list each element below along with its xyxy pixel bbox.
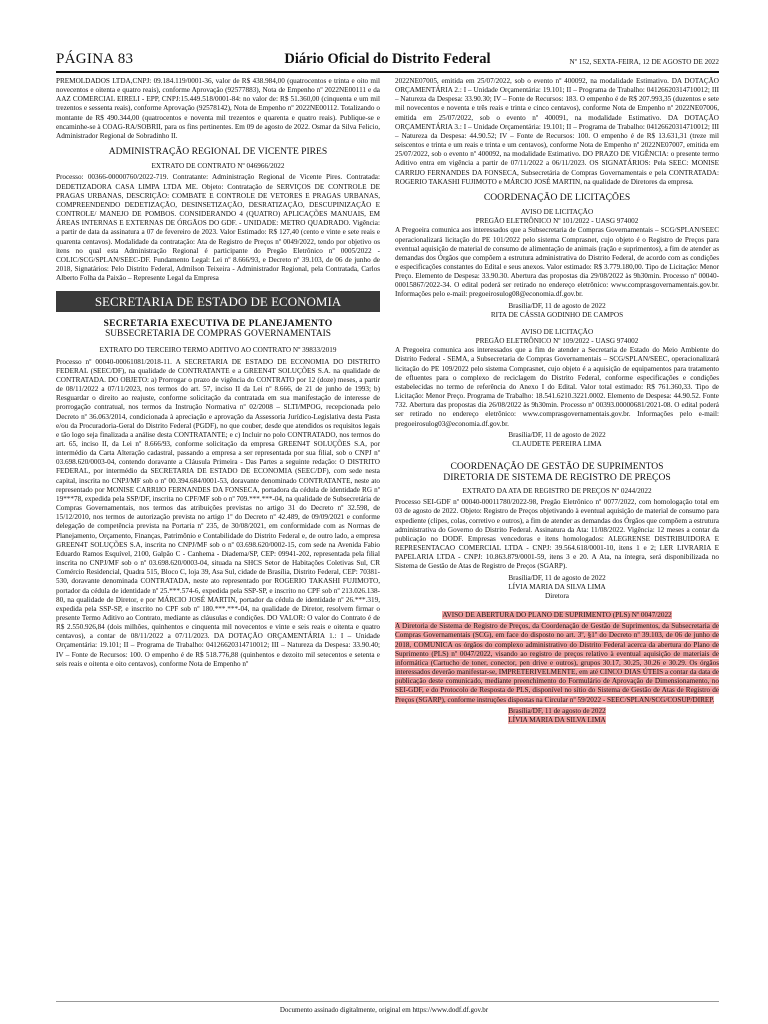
page-header xyxy=(56,0,719,73)
page-number: PÁGINA 83 xyxy=(56,51,134,67)
secretaria-executiva-heading: SECRETARIA EXECUTIVA DE PLANEJAMENTO xyxy=(103,318,333,330)
right-column xyxy=(395,77,719,725)
aviso-licitacao-1-subtitle: PREGÃO ELETRÔNICO Nº 101/2022 - UASG 974002 xyxy=(475,217,639,226)
aviso-licitacao-1-signatory: RITA DE CÁSSIA GODINHO DE CAMPOS xyxy=(490,310,624,319)
termo-aditivo-body: Processo nº 00040-00061081/2018-11. A SECRETARIA DE ESTADO DE ECONOMIA DO DISTRITO FEDERAL (SEEC/DF), na qualidade de CONTRATANTE e a GREEN4T SOLUÇÕES S.A. na qualidade de CONTRATADA. DO OBJETO: a) Prorrogar o prazo de vigência do CONTRATO por 12 (doze) meses, a partir de 08/11/2022 a 07/11/2023, nos termos do art. 57, inciso II da Lei nº 8.666, de 21 de junho de 1993; b) Resguardar o direito ao reajuste, conforme solicitação da contratada em sua manifestação de interesse de prorrogação contratual, nos termos da Instrução Normativa nº 02/2008 – SLTI/MPOG, recepcionada pelo Decreto nº 36.063/2014, condicionada à apreciação e aprovação da Assessoria Jurídico-Legislativa desta Pasta e/ou da Procuradoria-Geral do Distrito Federal (PGDF), no que couber, desde que atendidos os requisitos legais e tão logo seja finalizada a análise desta CONTRATANTE; e c) Incluir no polo CONTRATADO, nos termos do art. 65, inciso II, da Lei nº 8.666/93, conforme solicitação da empresa GREEN4T SOLUÇÕES S.A, por intermédio da Carta Alteração cadastral, passando a empresa a ser representada por sua filial, sob o CNPJ nº 03.698.620/0003-04, contendo doravante a Cláusula Primeira - Das Partes a seguinte redação: O DISTRITO FEDERAL, por intermédio da SECRETARIA DE ESTADO DE ECONOMIA (SEEC/DF), com sede nesta capital, inscrita no CNPJ/MF sob o nº 00.394.684/0001-53, doravante denominado CONTRATANTE, neste ato representado por MONISE CARRIJO FERNANDES DA FONSECA, portadora da cédula de identidade RG nº 19***78, expedida pela SSP/DF, inscrita no CPF/MF sob o nº 709.***.***-04, na qualidade de Subsecretária de Compras Governamentais, nos termos das atribuições previstas no artigo 31 do Decreto nº 32.598, de 15/12/2010, nos termos de autorização prevista no artigo 1º do Decreto nº 42.489, de 09/09/2021 e conforme delegação de competência prevista na Portaria nº 235, de 30/08/2021, em conformidade com as Normas de Planejamento, Orçamento, Finanças, Patrimônio e Contabilidade do Distrito Federal e, de outro lado, a empresa GREEN4T SOLUÇÕES S.A, inscrita no CNPJ/MF sob o nº 03.698.620/0002-15, com sede na Avenida Fabio Eduardo Ramos Esquível, 2100, Galpão C - Canhema - Diadema/SP, CEP: 09941-202, representada pela filial inscrita no CNPJ/MF sob o nº 03.698.620/0003-04, situada na SHCS Setor de Habitações Coletivas Sul, CR Comércio Residencial, Quadra 515, Bloco C, loja 39, Asa Sul, cidade de Brasília, Distrito Federal, CEP: 70381-530, doravante denominada CONTRATADA, neste ato representado por ROGERIO TAKASHI FUJIMOTO, portador da cédula de identidade nº 25.***.574-6, expedida pela SSP-SP, e inscrito no CPF sob nº 213.026.138-80, na qualidade de Diretor, e por MÁRCIO JOSÉ MARTIN, portador da cédula de identidade nº 26.***.319, expedida pela SSP-SP, e inscrito no CPF sob nº 180.***.***-04, na qualidade de Diretor, resolvem firmar o presente Termo Aditivo ao Contrato, mediante as cláusulas e condições. DO VALOR: O valor do Contrato é de R$ 2.550.926,84 (dois milhões, quinhentos e cinquenta mil novecentos e vinte e seis reais e oitenta e quatro centavos), a contar de 08/11/2022 a 07/11/2023. DA DOTAÇÃO ORÇAMENTÁRIA 1.: I – Unidade Orçamentária: 19.101; II – Programa de Trabalho: 04126620314710012; III – Natureza da Despesa: 33.90.40; IV – Fonte de Recursos: 100. O empenho é de R$ 518.776,88 (quinhentos e dezoito mil setecentos e setenta e seis reais e oitenta e oito centavos), conforme Nota de Empenho nº xyxy=(56,357,380,668)
page-footer: Documento assinado digitalmente, original em https://www.dodf.df.gov.br xyxy=(279,1006,489,1014)
aviso-licitacao-2-date: Brasília/DF, 11 de agosto de 2022 xyxy=(508,430,606,439)
coordenacao-suprimentos-line2: DIRETORIA DE SISTEMA DE REGISTRO DE PREÇOS xyxy=(443,472,671,484)
secretaria-banner: SECRETARIA DE ESTADO DE ECONOMIA xyxy=(56,291,380,312)
aviso-licitacao-2-signatory: CLAUDETE PEREIRA LIMA xyxy=(512,439,602,448)
aviso-licitacao-1-date: Brasília/DF, 11 de agosto de 2022 xyxy=(508,301,606,310)
pls-notice-title: AVISO DE ABERTURA DO PLANO DE SUPRIMENTO (PLS) Nº 0047/2022 xyxy=(442,611,672,620)
pls-notice-date-wrap xyxy=(395,707,719,716)
coordenacao-licitacoes-heading: COORDENAÇÃO DE LICITAÇÕES xyxy=(483,191,631,203)
footer-divider xyxy=(56,1001,719,1002)
ata-registro-body: Processo SEI-GDF nº 00040-00011780/2022-98, Pregão Eletrônico nº 0077/2022, com homologação total em 03 de agosto de 2022. Objeto: Registro de Preços objetivando à eventual aquisição de material de consumo para expediente (clipes, colas, corretivo e outros), a fim de atender as demandas dos Órgãos que compõem a estrutura administrativa do Governo do Distrito Federal. Assinatura da Ata: 11/08/2022. Vigência: 12 meses a contar da publicação no DODF. Empresas vencedoras e itens homologados: ALEGRENSE DISTRIBUIDORA E REPRESENTACAO COMERCIAL LTDA - CNPJ: 39.564.618/0001-10, itens 1 e 2; LER LIVRARIA E PAPELARIA LTDA - CNPJ: 10.863.879/0001-59, itens 3 e 20. A Ata, na íntegra, será disponibilizada no Sistema de Gestão de Atas de Registro de Preços (SGARP). xyxy=(395,498,719,571)
ata-registro-title: EXTRATO DA ATA DE REGISTRO DE PREÇOS Nº 0244/2022 xyxy=(462,487,652,496)
content-columns xyxy=(56,77,719,725)
pls-notice-signatory-wrap xyxy=(395,716,719,725)
termo-aditivo-title: EXTRATO DO TERCEIRO TERMO ADITIVO AO CONTRATO Nº 39833/2019 xyxy=(99,346,337,355)
left-column xyxy=(56,77,380,725)
pls-notice-date: Brasília/DF, 11 de agosto de 2022 xyxy=(508,706,606,715)
aviso-licitacao-2-body: A Pregoeira comunica aos interessados que a fim de atender a Secretaria de Estado do Meio Ambiente do Distrito Federal - SEMA, a Subsecretaria de Compras Governamentais – SCG/SPLAN/SEEC, operacionalizará licitação do PE 109/2022 pelo sistema Comprasnet, cujo objeto é a aquisição de equipamentos para tratamento de efluentes para o complexo de reciclagem do Distrito Federal, conforme especificações e condições estabelecidas no termo de referência do Anexo I do Edital. Valor total estimado: R$ 761.360,33. Tipo de Licitação: Menor Preço. Programa de Trabalho: 18.541.6210.3221.0002. Elemento de Despesa: 44.90.52. Fonte 732. Abertura das propostas dia 26/08/2022 às 9h30min. Processo nº 00393.00000681/2021-08. O edital poderá ser retirado no endereço eletrônico: www.comprasgovernamentais.gov.br. Informações pelo e-mail: pregoeirosulog03@economia.df.gov.br. xyxy=(395,346,719,428)
pls-notice-title-wrap xyxy=(395,611,719,620)
publication-title: Diário Oficial do Distrito Federal xyxy=(284,51,491,67)
pls-notice-body: A Diretoria de Sistema de Registro de Preços, da Coordenação de Gestão de Suprimentos, da Subsecretaria de Compras Governamentais (SCG), em face do disposto no art. 3º, §1º do Decreto nº 39.103, de 06 de junho de 2018, COMUNICA os órgãos do complexo administrativo do Distrito Federal acerca da abertura do Plano de Suprimento (PLS) nº 0047/2022, visando ao registro de preços relativo à eventual aquisição de materiais de informática (Cartucho de toner, conector, pen drive e outros), grupos 30.17, 30.25, 30.26 e 30.29. Os órgãos interessados deverão manifestar-se, IMPRETERIVELMENTE, em até CINCO DIAS ÚTEIS a contar da data de publicação deste comunicado, mediante preenchimento do Formulário de Aprovação de Dimensionamento, no SEI-GDF, e do Protocolo de Resposta de PLS, disponível no sítio do Sistema de Gestão de Atas de Registro de Preços (SGARP), conforme instruções dispostas na Circular nº 59/2022 - SEEC/SPLAN/SCG/COSUP/DIREP. xyxy=(395,622,719,704)
pls-notice-body-wrap xyxy=(395,622,719,704)
subsecretaria-heading: SUBSECRETARIA DE COMPRAS GOVERNAMENTAIS xyxy=(105,329,331,340)
coordenacao-suprimentos-line1: COORDENAÇÃO DE GESTÃO DE SUPRIMENTOS xyxy=(450,461,664,473)
extrato-contrato-title: EXTRATO DE CONTRATO Nº 046966/2022 xyxy=(151,162,285,171)
aviso-licitacao-1-title: AVISO DE LICITAÇÃO xyxy=(520,208,594,217)
coordenacao-suprimentos-heading xyxy=(395,461,719,483)
issue-date: Nº 152, SEXTA-FEIRA, 12 DE AGOSTO DE 2022 xyxy=(569,58,719,66)
aviso-licitacao-2-title: AVISO DE LICITAÇÃO xyxy=(520,328,594,336)
pls-notice-signatory: LÍVIA MARIA DA SILVA LIMA xyxy=(508,715,606,724)
aviso-licitacao-2-subtitle: PREGÃO ELETRÔNICO Nº 109/2022 - UASG 974002 xyxy=(475,337,639,346)
extrato-contrato-body: Processo: 00366-00000760/2022-719. Contratante: Administração Regional de Vicente Pires. Contratada: DEDETIZADORA CASA LIMPA LTDA ME. Objeto: Contratação de SERVIÇOS DE CONTROLE DE PRAGAS URBANAS, DESCRIÇÃO: COMBATE E CONTROLE DE VETORES E PRAGAS URBANAS, COMPREENDENDO DEDETIZAÇÃO, DESINSETIZAÇÃO, DESRATIZAÇÃO, DESCUPINIZAÇÃO E CONTROLE/ MANEJO DE POMBOS. CONSIDERANDO 4 (QUATRO) APLICAÇÕES MANUAIS, EM ÁREAS INTERNAS E EXTERNAS DE ÓRGÃOS DO GDF. - UNIDADE: METRO QUADRADO. Vigência: a partir de data da assinatura a 07 de fevereiro de 2023. Valor Estimado: R$ 127,40 (cento e vinte e sete reais e quarenta centavos). Modalidade da contratação: Ata de Registro de Preços nº 0049/2022, tendo por objetivo os itens no qual esta Administração Regional é participante do Pregão Eletrônico nº 0005/2022 - COLIC/SCG/SPLAN/SEEC-DF. Fundamento Legal: Lei nº 8.666/93, e Decreto nº 39.103, de 06 de junho de 2018, Signatários: Pelo Distrito Federal, Admilson Teixeira - Administrador Regional, pela Contratada, Carlos Alberto Folha da Paixão – Represente Legal da Empresa xyxy=(56,173,380,283)
section-heading-vicente-pires: ADMINISTRAÇÃO REGIONAL DE VICENTE PIRES xyxy=(108,146,328,158)
intro-paragraph: PREMOLDADOS LTDA,CNPJ: 09.184.119/0001-36, valor de R$ 438.984,00 (quatrocentos e trinta e oito mil novecentos e oitenta e quatro reais), conforme Aprovação (92577883), Nota de Empenho nº 2022NE00111 e da AAZ COMERCIAL EIRELI - EPP, CNPJ:15.449.518/0001-84: no valor de: R$ 51.360,00 (cinquenta e um mil trezentos e sessenta reais), conforme Aprovação (92578142), Nota de Empenho nº 2022NE00112. Totalizando o montante de R$ 490.344,00 (quatrocentos e noventa mil trezentos e quarenta e quatro reais). Publique-se e encaminhe-se à COAG-RA/SOBRII, para os fins pertinentes. Em 09 de agosto de 2022. Osmar da Silva Felicio, Administrador Regional de Sobradinho II. xyxy=(56,77,380,140)
ata-registro-role: Diretora xyxy=(545,591,569,600)
ata-registro-signatory: LÍVIA MARIA DA SILVA LIMA xyxy=(508,582,606,591)
termo-aditivo-continuation: 2022NE07005, emitida em 25/07/2022, sob o evento nº 400092, na modalidade Estimativo. DA DOTAÇÃO ORÇAMENTÁRIA 2.: I – Unidade Orçamentária: 19.101; II – Programa de Trabalho: 04126620314710012; III – Natureza da Despesa: 33.90.30; IV – Fonte de Recursos: 183. O empenho é de R$ 207.993,35 (duzentos e sete mil novecentos e noventa e três reais e trinta e cinco centavos), conforme Nota de Empenho nº 2022NE07006, emitida em 25/07/2022, sob o evento nº 400091, na modalidade Estimativo. DA DOTAÇÃO ORÇAMENTÁRIA 3.: I – Unidade Orçamentária: 19.101; II – Programa de Trabalho: 04126620314710012; III – Natureza da Despesa: 44.90.52; IV – Fonte de Recursos: 100. O empenho é de R$ 13.631,31 (treze mil seiscentos e trinta e um reais e trinta e um centavos), conforme Nota de Empenho nº 2022NE07007, emitida em 25/07/2022, sob o evento nº 400092, na modalidade Estimativo. DO PRAZO DE VIGÊNCIA: o presente termo Aditivo entra em vigência a partir de 07/11/2022 a 06/11/2023. OS SIGNATÁRIOS: Pela SEEC: MONISE CARRIJO FERNANDES DA FONSECA, Subsecretária de Compras Governamentais e pela CONTRATADA: ROGERIO TAKASHI FUJIMOTO e MÁRCIO JOSÉ MARTIN, na qualidade de Diretores da empresa. xyxy=(395,77,719,186)
ata-registro-date: Brasília/DF, 11 de agosto de 2022 xyxy=(508,573,606,582)
aviso-licitacao-1-body: A Pregoeira comunica aos interessados que a Subsecretaria de Compras Governamentais – SCG/SPLAN/SEEC operacionalizará licitação do PE 101/2022 pelo sistema Comprasnet, cujo objeto é o Registro de Preços para eventual aquisição de material de consumo de alimentação de animais (ração e suprimentos), a fim de atender as demandas dos Órgãos que compõem a estrutura administrativa do Distrito Federal, de acordo com as condições e especificações constantes do Edital e seus anexos. Valor estimado: R$ 3.779.180,00. Tipo de Licitação: Menor Preço. Elemento de Despesa: 33.90.30. Abertura das propostas dia 29/08/2022 às 9h30min. Processo nº 00040-00015867/2022-34. O edital poderá ser retirado no endereço eletrônico: www.comprasgovernamentais.gov.br. Informações pelo e-mail: pregoeirosulog08@economia.df.gov.br. xyxy=(395,226,719,299)
